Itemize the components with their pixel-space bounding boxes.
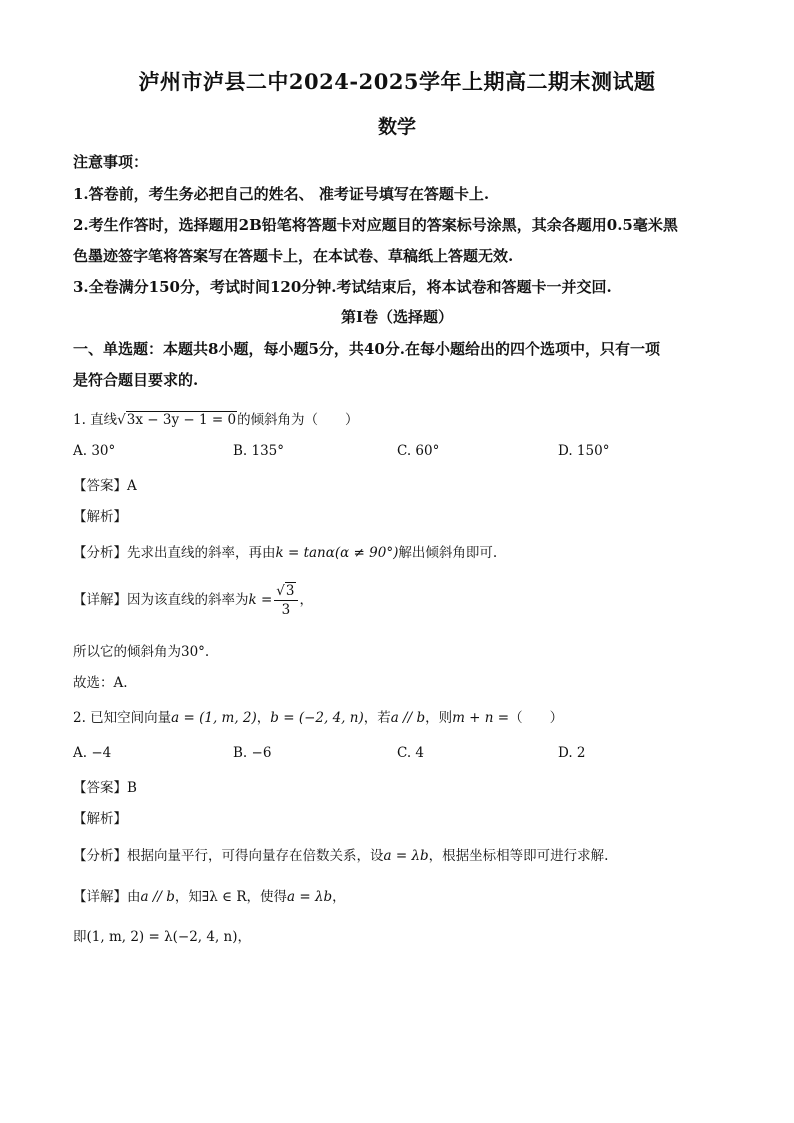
question-2-option-a: A. −4 [73, 745, 112, 761]
slope-fraction [274, 582, 297, 619]
xiangjie-label: 【详解】 [73, 592, 127, 608]
xiangjie-text-3: ， [332, 889, 346, 905]
fraction-numerator: √3 [274, 582, 297, 601]
question-2-answer: 【答案】B [73, 780, 137, 796]
question-1-prefix: 1. 直线 [73, 412, 118, 428]
section-heading-line-1: 一、单选题：本题共8小题，每小题5分，共40分.在每小题给出的四个选项中，只有一项 [73, 340, 660, 358]
question-1-fenxi [73, 541, 497, 561]
question-1-conclusion: 所以它的倾斜角为30°. [73, 644, 210, 660]
xiangjie-text-1: 由 [127, 889, 141, 905]
parallel-condition: a // b [140, 889, 175, 905]
exam-title: 泸州市泸县二中2024-2025学年上期高二期末测试题 [138, 69, 656, 94]
question-1-xiangjie [73, 582, 313, 619]
fenxi-text-a: 根据向量平行，可得向量存在倍数关系，设 [127, 848, 384, 864]
question-2-analysis-label: 【解析】 [73, 811, 127, 827]
note-item-2-cont: 色墨迹签字笔将答案写在答题卡上，在本试卷、草稿纸上答题无效. [73, 247, 514, 265]
xiangjie-text-a: 因为该直线的斜率为 [127, 592, 249, 608]
question-2-last-line: 即(1, m, 2) = λ(−2, 4, n)， [73, 929, 252, 945]
xiangjie-label: 【详解】 [73, 889, 127, 905]
vector-a: a = (1, m, 2) [171, 710, 257, 726]
question-1-option-b: B. 135° [233, 443, 285, 459]
note-item-1: 1.答卷前，考生务必把自己的姓名、 准考证号填写在答题卡上. [73, 185, 490, 203]
separator: ， [256, 710, 271, 726]
fenxi-formula: k = tanα(α ≠ 90°) [275, 545, 399, 561]
vector-b: b = (−2, 4, n) [270, 710, 364, 726]
question-2-option-c: C. 4 [397, 745, 425, 761]
question-2-fenxi [73, 844, 608, 864]
parallel-condition: a // b [390, 710, 426, 726]
question-1-answer: 【答案】A [73, 478, 137, 494]
question-2-option-b: B. −6 [233, 745, 272, 761]
question-2-prefix: 2. 已知空间向量 [73, 710, 172, 726]
subject-title: 数学 [377, 116, 416, 138]
fraction-denominator: 3 [281, 602, 291, 618]
question-1-option-c: C. 60° [397, 443, 440, 459]
xiangjie-text-2: ，知∃λ ∈ R，使得 [174, 889, 287, 905]
notes-heading: 注意事项： [73, 153, 149, 171]
slope-symbol: k = [248, 592, 273, 608]
lambda-equation: a = λb [287, 889, 333, 905]
question-1-choose: 故选：A. [73, 675, 128, 691]
fenxi-text-a: 先求出直线的斜率，再由 [127, 545, 276, 561]
fenxi-text-b: 解出倾斜角即可. [398, 545, 498, 561]
question-2-suffix: （ ） [509, 710, 564, 726]
question-1-equation [117, 411, 237, 428]
question-1-suffix: 的倾斜角为（ ） [237, 412, 359, 428]
question-1-option-a: A. 30° [73, 443, 116, 459]
note-item-2: 2.考生作答时，选择题用2B铅笔将答题卡对应题目的答案标号涂黑，其余各题用0.5毫米黑 [73, 216, 678, 234]
volume-heading: 第I卷（选择题） [340, 308, 454, 326]
question-2-stem [73, 706, 563, 726]
fenxi-label: 【分析】 [73, 848, 127, 864]
question-1-option-d: D. 150° [558, 443, 610, 459]
question-1-analysis-label: 【解析】 [73, 509, 127, 525]
section-heading-line-2: 是符合题目要求的. [73, 371, 199, 389]
fenxi-label: 【分析】 [73, 545, 127, 561]
question-2-xiangjie [73, 885, 346, 905]
sum-expression: m + n = [452, 710, 510, 726]
note-item-3: 3.全卷满分150分，考试时间120分钟.考试结束后，将本试卷和答题卡一并交回. [73, 278, 612, 296]
fenxi-text-b: ，根据坐标相等即可进行求解. [428, 848, 609, 864]
separator: ，则 [425, 710, 453, 726]
sqrt-sign: √3x − 3y − 1 = 0 [117, 412, 237, 428]
question-1-stem [73, 408, 359, 428]
question-2-option-d: D. 2 [558, 745, 586, 761]
fenxi-formula: a = λb [383, 848, 429, 864]
separator: ，若 [363, 710, 391, 726]
xiangjie-text-b: ， [299, 592, 313, 608]
